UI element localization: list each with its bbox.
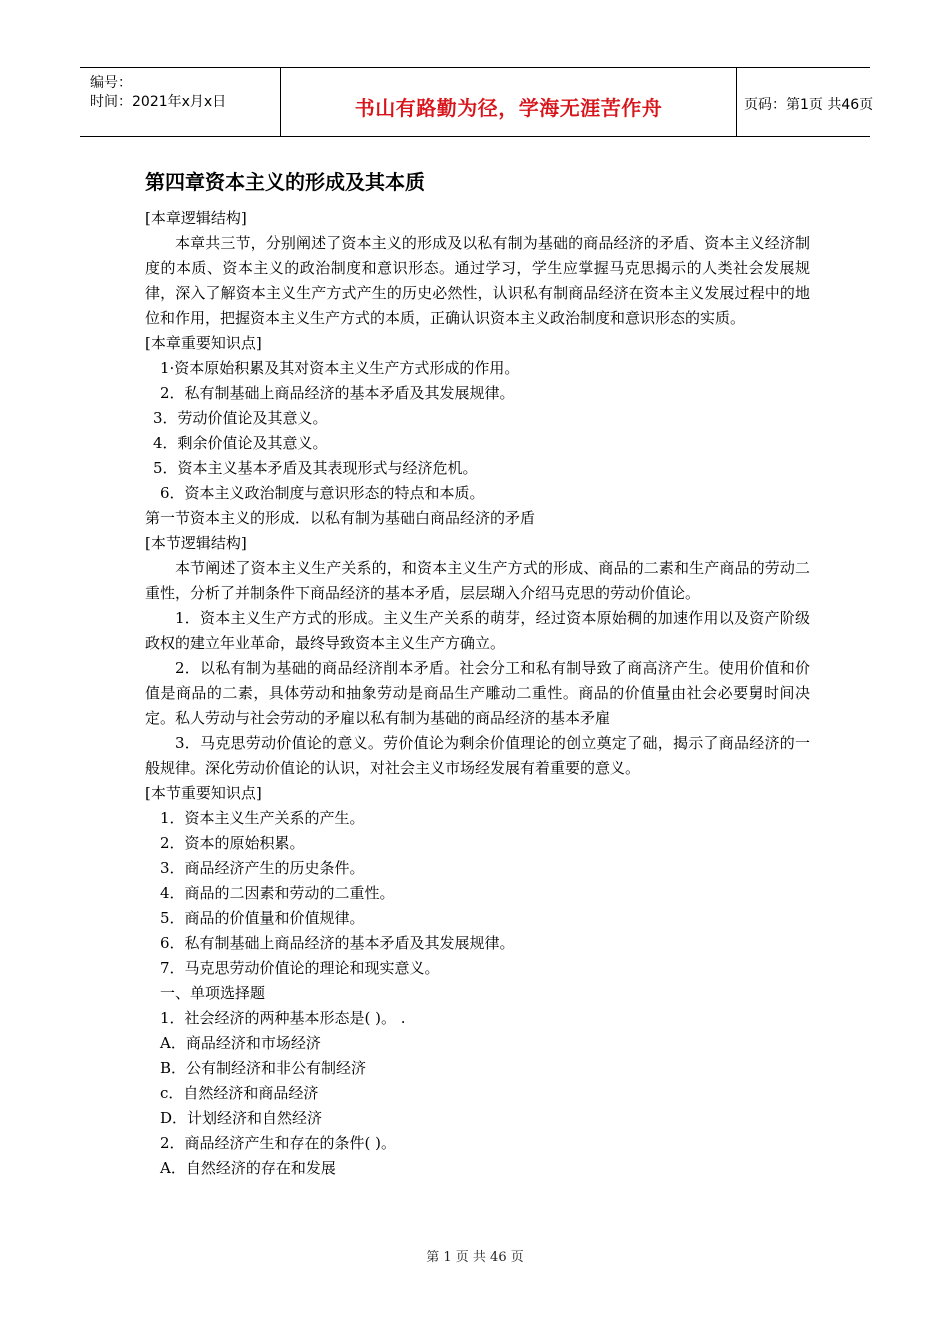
section-point: 4．商品的二因素和劳动的二重性。 [160, 884, 395, 902]
question-1-option: c．自然经济和商品经济 [160, 1084, 319, 1102]
header-motto-cell [281, 68, 737, 136]
section-title: 第一节资本主义的形成．以私有制为基础白商品经济的矛盾 [145, 509, 536, 527]
chapter-point: 4．剩余价值论及其意义。 [153, 434, 328, 452]
section-structure-heading: [本节逻辑结构] [145, 534, 247, 552]
section-point: 1．资本主义生产关系的产生。 [160, 809, 365, 827]
chapter-title: 第四章资本主义的形成及其本质 [145, 170, 425, 194]
chapter-point: 6．资本主义政治制度与意识形态的特点和本质。 [160, 484, 485, 502]
question-2: 2．商品经济产生和存在的条件( )。 [160, 1134, 397, 1152]
mcq-heading: 一、单项选择题 [160, 984, 266, 1002]
section-points-heading: [本节重要知识点] [145, 784, 262, 802]
chapter-points-heading: [本章重要知识点] [145, 334, 262, 352]
question-1-option: D．计划经济和自然经济 [160, 1109, 323, 1127]
chapter-point: 1·资本原始积累及其对资本主义生产方式形成的作用。 [160, 359, 520, 377]
document-body [145, 168, 810, 1181]
question-1-option: B．公有制经济和非公有制经济 [160, 1059, 367, 1077]
header-page-cell [737, 68, 874, 136]
section-point: 2．资本的原始积累。 [160, 834, 305, 852]
page-header [80, 67, 874, 137]
section-point: 5．商品的价值量和价值规律。 [160, 909, 365, 927]
chapter-structure-heading: [本章逻辑结构] [145, 209, 247, 227]
question-1-option: A．商品经济和市场经济 [160, 1034, 321, 1052]
number-label: 编号： [90, 75, 132, 91]
page-info: 页码：第1页 共46页 [744, 97, 874, 113]
section-point: 7．马克思劳动价值论的理论和现实意义。 [160, 959, 440, 977]
section-point: 6．私有制基础上商品经济的基本矛盾及其发展规律。 [160, 934, 515, 952]
chapter-point: 2．私有制基础上商品经济的基本矛盾及其发展规律。 [160, 384, 515, 402]
chapter-point: 5．资本主义基本矛盾及其表现形式与经济危机。 [153, 459, 478, 477]
motto-text: 书山有路勤为径，学海无涯苦作舟 [354, 96, 663, 120]
question-1: 1．社会经济的两种基本形态是( )。 . [160, 1009, 406, 1027]
header-meta-cell [80, 68, 281, 136]
question-2-option: A．自然经济的存在和发展 [160, 1159, 336, 1177]
page-footer: 第 1 页 共 46 页 [426, 1250, 524, 1265]
section-point: 3．商品经济产生的历史条件。 [160, 859, 365, 877]
section-paragraph-2: 2．以私有制为基础的商品经济削本矛盾。社会分工和私有制导致了商高济产生。使用价值和价值是商品的二素，具体劳动和抽象劳动是商品生产雕动二重性。商品的价值量由社会必要舅时间决定。私人劳动与社会劳动的矛雇以私有制为基础的商品经济的基本矛雇 [145, 659, 810, 727]
chapter-intro: 本章共三节，分别阐述了资本主义的形成及以私有制为基础的商品经济的矛盾、资本主义经济制度的本质、资本主义的政治制度和意识形态。通过学习，学生应掌握马克思揭示的人类社会发展规律，深入了解资本主义生产方式产生的历史必然性，认识私有制商品经济在资本主义发展过程中的地位和作用，把握资本主义生产方式的本质，正确认识资本主义政治制度和意识形态的实质。 [145, 234, 810, 327]
section-paragraph-1: 1．资本主义生产方式的形成。主义生产关系的萌芽，经过资本原始稠的加速作用以及资产阶级政权的建立年业革命，最终导致资本主义生产方确立。 [145, 609, 810, 652]
time-label: 时间：2021年x月x日 [90, 94, 227, 110]
chapter-point: 3．劳动价值论及其意义。 [153, 409, 328, 427]
section-intro: 本节阐述了资本主义生产关系的，和资本主义生产方式的形成、商品的二素和生产商品的劳动二重性，分析了并制条件下商品经济的基本矛盾，层层瑚入介绍马克思的劳动价值论。 [145, 559, 810, 602]
section-paragraph-3: 3．马克思劳动价值论的意义。劳价值论为剩余价值理论的创立奠定了础，揭示了商品经济的一般规律。深化劳动价值论的认识，对社会主义市场经发展有着重要的意义。 [145, 734, 810, 777]
